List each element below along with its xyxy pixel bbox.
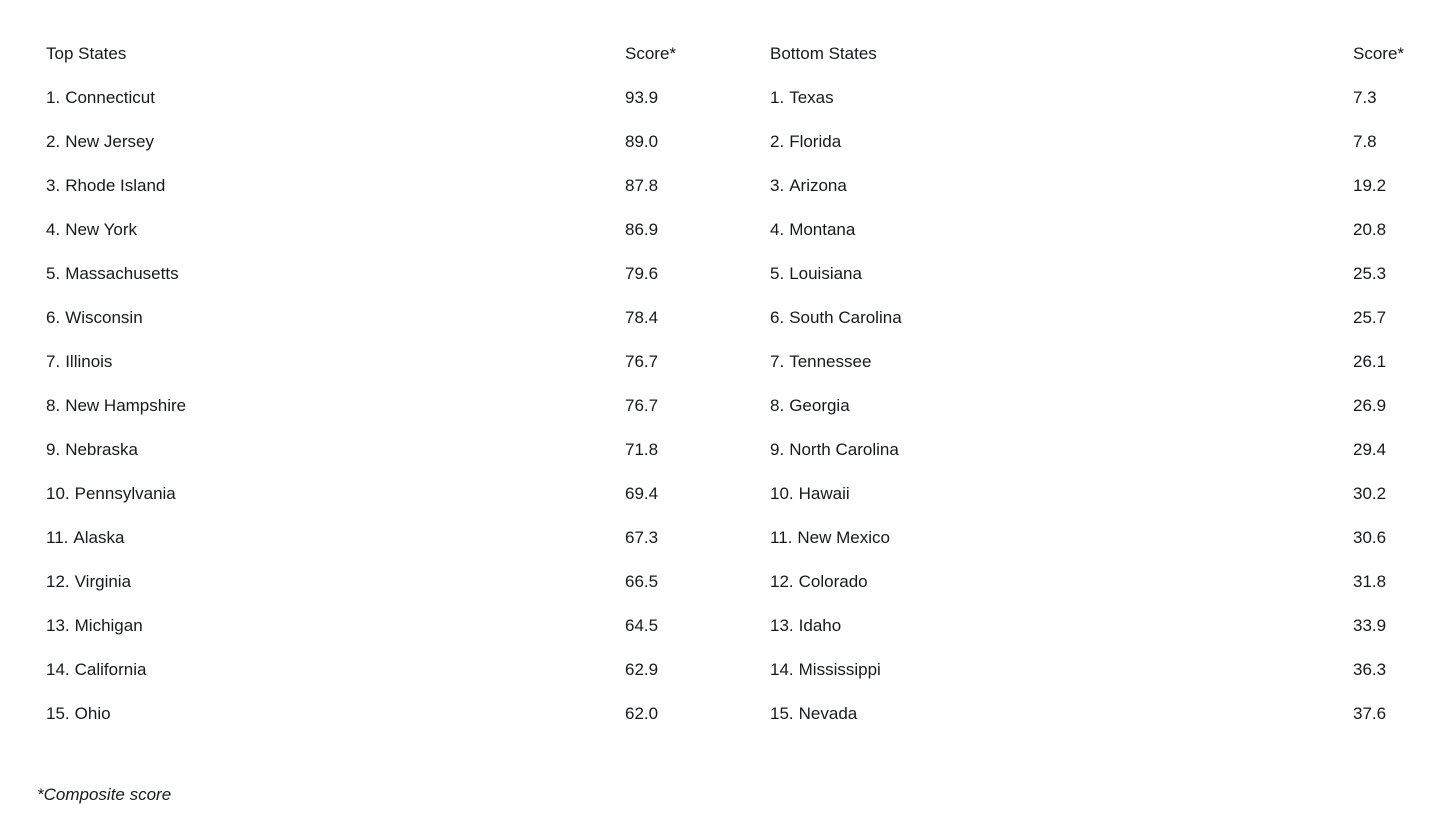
- rank-label: 11.: [46, 528, 69, 547]
- table-row-score-cell: 76.7: [625, 352, 659, 371]
- table-row-state-cell: [46, 604, 625, 648]
- rank-label: 8.: [46, 396, 61, 415]
- state-label: New Jersey: [65, 132, 154, 151]
- top-states-header-label: Top States: [46, 44, 127, 63]
- table-row-score-cell: 26.9: [1353, 396, 1387, 415]
- table-row-score-cell: 71.8: [625, 440, 659, 459]
- table-row-score-cell: 31.8: [1353, 572, 1387, 591]
- state-label: New Mexico: [797, 528, 890, 547]
- table-row-state-cell: [770, 252, 1353, 296]
- state-rankings-table: [46, 32, 1450, 736]
- table-row-state-cell: [46, 516, 625, 560]
- table-row-score-cell: 26.1: [1353, 352, 1387, 371]
- state-label: Wisconsin: [65, 308, 143, 327]
- state-label: Mississippi: [798, 660, 881, 679]
- rank-label: 10.: [46, 484, 70, 503]
- state-label: Massachusetts: [65, 264, 179, 283]
- table-row-state-cell: [46, 428, 625, 472]
- state-label: Alaska: [73, 528, 125, 547]
- table-row-state-cell: [770, 560, 1353, 604]
- table-row-state-cell: [46, 76, 625, 120]
- table-row-score-cell: 89.0: [625, 132, 659, 151]
- table-row-score-cell: 67.3: [625, 528, 659, 547]
- state-label: Texas: [789, 88, 834, 107]
- top-states-header: [46, 32, 625, 76]
- rank-label: 7.: [46, 352, 61, 371]
- rank-label: 2.: [770, 132, 785, 151]
- rank-label: 2.: [46, 132, 61, 151]
- table-row-score-cell: 30.6: [1353, 528, 1387, 547]
- rank-label: 8.: [770, 396, 785, 415]
- table-row-score-cell: 25.7: [1353, 308, 1387, 327]
- table-row-state-cell: [770, 164, 1353, 208]
- rank-label: 6.: [46, 308, 61, 327]
- state-label: New Hampshire: [65, 396, 187, 415]
- rank-label: 14.: [46, 660, 70, 679]
- table-row-score-cell: 79.6: [625, 264, 659, 283]
- table-row-score-cell: 7.8: [1353, 132, 1377, 151]
- state-label: Montana: [789, 220, 856, 239]
- table-row-score-cell: 33.9: [1353, 616, 1387, 635]
- table-row-score-cell: 7.3: [1353, 88, 1377, 107]
- bottom-states-header-label: Bottom States: [770, 44, 877, 63]
- rank-label: 13.: [770, 616, 794, 635]
- rank-label: 6.: [770, 308, 785, 327]
- state-label: Florida: [789, 132, 842, 151]
- state-label: Hawaii: [798, 484, 850, 503]
- table-row-state-cell: [46, 384, 625, 428]
- state-label: South Carolina: [789, 308, 902, 327]
- rank-label: 5.: [46, 264, 61, 283]
- rank-label: 3.: [770, 176, 785, 195]
- table-row-state-cell: [46, 296, 625, 340]
- state-label: Pennsylvania: [74, 484, 176, 503]
- bottom-states-score-header: [1353, 32, 1417, 76]
- table-row-state-cell: [46, 560, 625, 604]
- bottom-states-score-header-label: Score*: [1353, 44, 1405, 63]
- rank-label: 11.: [770, 528, 793, 547]
- rank-label: 4.: [770, 220, 785, 239]
- rank-label: 4.: [46, 220, 61, 239]
- rank-label: 15.: [770, 704, 794, 723]
- table-row-score-cell: 29.4: [1353, 440, 1387, 459]
- rank-label: 10.: [770, 484, 794, 503]
- table-row-state-cell: [770, 516, 1353, 560]
- state-label: Rhode Island: [65, 176, 166, 195]
- table-row-state-cell: [770, 692, 1353, 736]
- table-row-state-cell: [770, 604, 1353, 648]
- state-label: New York: [65, 220, 138, 239]
- composite-score-footnote: *Composite score: [37, 785, 172, 804]
- state-label: Nebraska: [65, 440, 138, 459]
- top-states-score-header: [625, 32, 770, 76]
- state-label: Georgia: [789, 396, 850, 415]
- table-row-state-cell: [770, 208, 1353, 252]
- rank-label: 1.: [770, 88, 785, 107]
- table-row-score-cell: 76.7: [625, 396, 659, 415]
- table-row-score-cell: 86.9: [625, 220, 659, 239]
- table-row-score-cell: 69.4: [625, 484, 659, 503]
- rank-label: 7.: [770, 352, 785, 371]
- table-row-score-cell: 25.3: [1353, 264, 1387, 283]
- table-row-score-cell: 87.8: [625, 176, 659, 195]
- table-row-state-cell: [770, 428, 1353, 472]
- state-label: Connecticut: [65, 88, 155, 107]
- table-row-state-cell: [770, 472, 1353, 516]
- table-row-score-cell: 20.8: [1353, 220, 1387, 239]
- state-label: Arizona: [789, 176, 847, 195]
- table-row-state-cell: [46, 164, 625, 208]
- table-row-score-cell: 66.5: [625, 572, 659, 591]
- state-label: Virginia: [74, 572, 132, 591]
- state-label: Idaho: [798, 616, 842, 635]
- table-row-state-cell: [46, 120, 625, 164]
- table-row-state-cell: [46, 472, 625, 516]
- table-row-score-cell: 62.0: [625, 704, 659, 723]
- state-label: Illinois: [65, 352, 113, 371]
- state-label: Ohio: [74, 704, 111, 723]
- rank-label: 13.: [46, 616, 70, 635]
- table-row-score-cell: 30.2: [1353, 484, 1387, 503]
- table-row-score-cell: 64.5: [625, 616, 659, 635]
- state-label: North Carolina: [789, 440, 899, 459]
- table-row-score-cell: 62.9: [625, 660, 659, 679]
- table-row-score-cell: 19.2: [1353, 176, 1387, 195]
- rank-label: 9.: [46, 440, 61, 459]
- rank-label: 12.: [46, 572, 70, 591]
- state-label: Michigan: [74, 616, 143, 635]
- table-row-score-cell: 78.4: [625, 308, 659, 327]
- table-row-score-cell: 37.6: [1353, 704, 1387, 723]
- table-row-state-cell: [46, 208, 625, 252]
- table-row-state-cell: [46, 252, 625, 296]
- state-label: Louisiana: [789, 264, 862, 283]
- state-label: Colorado: [798, 572, 868, 591]
- table-row-state-cell: [46, 648, 625, 692]
- rank-label: 12.: [770, 572, 794, 591]
- table-row-state-cell: [46, 692, 625, 736]
- table-row-state-cell: [770, 648, 1353, 692]
- table-row-score-cell: 36.3: [1353, 660, 1387, 679]
- table-row-score-cell: 93.9: [625, 88, 659, 107]
- top-states-score-header-label: Score*: [625, 44, 677, 63]
- state-label: California: [74, 660, 147, 679]
- table-row-state-cell: [770, 384, 1353, 428]
- state-label: Nevada: [798, 704, 858, 723]
- rank-label: 9.: [770, 440, 785, 459]
- rank-label: 14.: [770, 660, 794, 679]
- rank-label: 15.: [46, 704, 70, 723]
- state-label: Tennessee: [789, 352, 872, 371]
- rank-label: 1.: [46, 88, 61, 107]
- table-row-state-cell: [770, 120, 1353, 164]
- table-row-state-cell: [770, 76, 1353, 120]
- rank-label: 5.: [770, 264, 785, 283]
- rank-label: 3.: [46, 176, 61, 195]
- table-row-state-cell: [770, 296, 1353, 340]
- table-row-state-cell: [770, 340, 1353, 384]
- table-row-state-cell: [46, 340, 625, 384]
- bottom-states-header: [770, 32, 1353, 76]
